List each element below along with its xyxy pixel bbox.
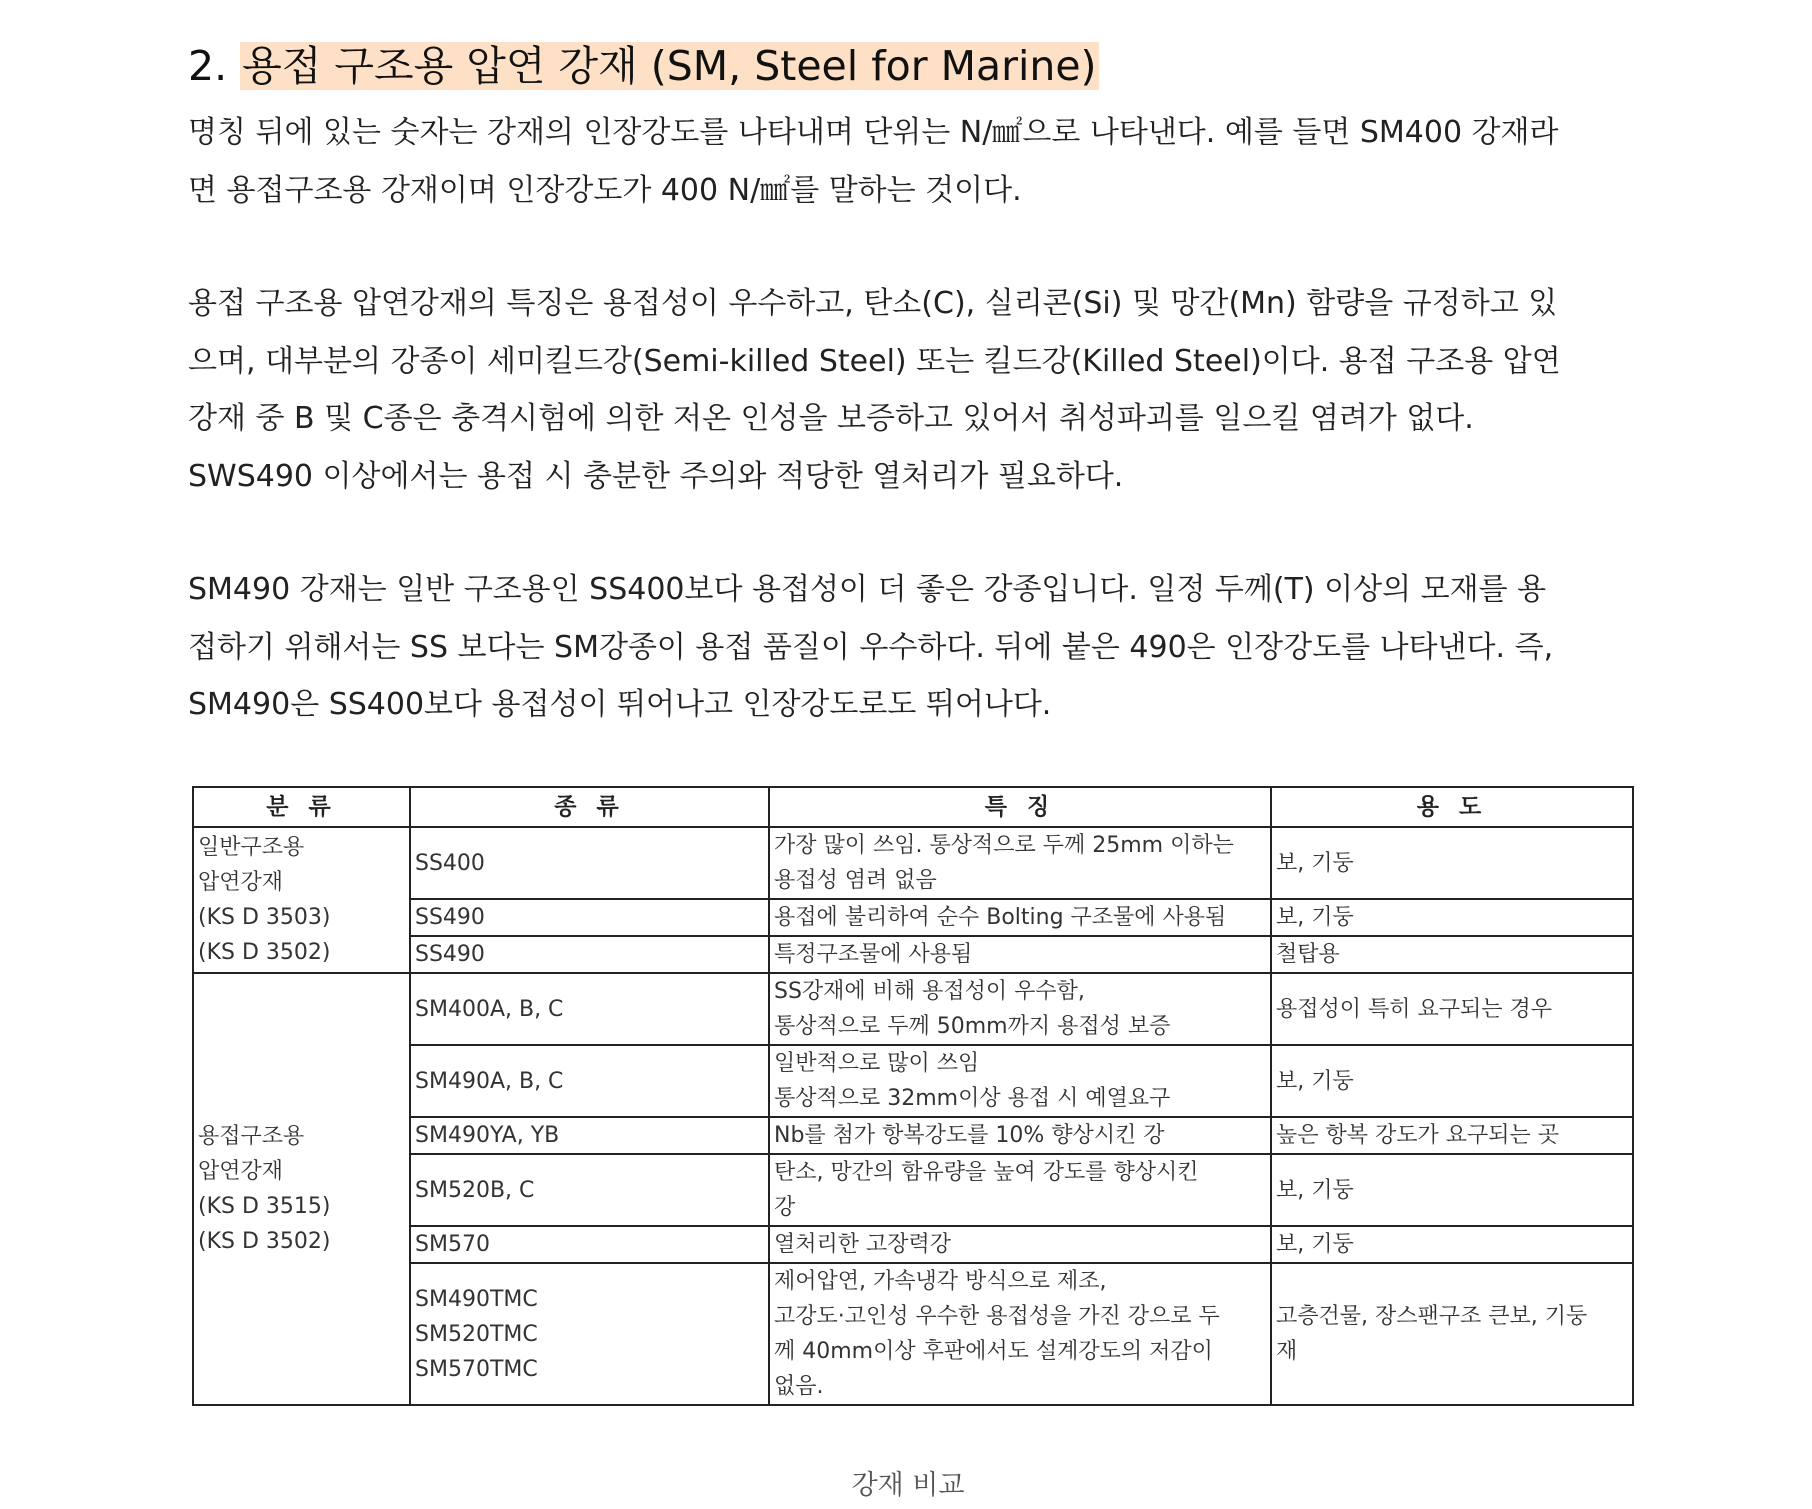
steel-comparison-table [192,786,1634,1406]
cell-line: SS490 [415,905,485,930]
cell-line: 께 40mm이상 후판에서도 설계강도의 저감이 [774,1339,1213,1364]
feature-cell [769,1045,1271,1117]
category-cell [193,827,410,973]
category-line: 일반구조용 [198,835,305,860]
paragraph-line: 접하기 위해서는 SS 보다는 SM강종이 용접 품질이 우수하다. 뒤에 붙은 490은 인장강도를 나타낸다. 즉, [188,629,1554,665]
cell-line: Nb를 첨가 항복강도를 10% 향상시킨 강 [774,1123,1165,1148]
use-cell [1271,1045,1633,1117]
section-heading [188,38,1099,94]
cell-line: 고강도·고인성 우수한 용접성을 가진 강으로 두 [774,1304,1220,1329]
use-cell [1271,827,1633,899]
table-row [193,973,1633,1045]
type-cell [410,936,769,973]
paragraph-line: 강재 중 B 및 C종은 충격시험에 의한 저온 인성을 보증하고 있어서 취성파괴를 일으킬 염려가 없다. [188,401,1474,436]
cell-line: SS490 [415,942,485,967]
category-line: 압연강재 [198,870,284,895]
use-cell [1271,899,1633,936]
type-cell [410,1117,769,1154]
header-category: 분 류 [193,787,410,827]
cell-line: 용접성이 특히 요구되는 경우 [1276,996,1553,1022]
cell-line: SM490YA, YB [415,1123,560,1148]
cell-line: SM570 [415,1232,490,1257]
cell-line: 용접에 불리하여 순수 Bolting 구조물에 사용됨 [774,905,1227,930]
type-cell [410,1154,769,1226]
type-cell [410,1263,769,1405]
feature-cell [769,1263,1271,1405]
cell-line: 강 [774,1195,796,1220]
feature-cell [769,973,1271,1045]
cell-line: 용접성 염려 없음 [774,868,937,893]
header-use: 용 도 [1271,787,1633,827]
section-title: 용접 구조용 압연 강재 (SM, Steel for Marine) [242,42,1097,90]
header-feature: 특 징 [769,787,1271,827]
cell-line: SM490A, B, C [415,1068,564,1094]
category-line: (KS D 3502) [198,940,331,965]
cell-line: 열처리한 고장력강 [774,1232,952,1257]
cell-line: 탄소, 망간의 함유량을 높여 강도를 향상시킨 [774,1160,1199,1185]
paragraph-line: SM490은 SS400보다 용접성이 뛰어나고 인장강도로도 뛰어나다. [188,687,1052,722]
cell-line: 통상적으로 32mm이상 용접 시 예열요구 [774,1086,1171,1111]
paragraph-line: 면 용접구조용 강재이며 인장강도가 400 N/㎟를 말하는 것이다. [188,172,1022,208]
paragraph-line: 용접 구조용 압연강재의 특징은 용접성이 우수하고, 탄소(C), 실리콘(Si) 및 망간(Mn) 함량을 규정하고 있 [188,286,1558,321]
type-cell [410,973,769,1045]
category-line: (KS D 3515) [198,1194,331,1219]
paragraph-line: 으며, 대부분의 강종이 세미킬드강(Semi-killed Steel) 또는 킬드강(Killed Steel)이다. 용접 구조용 압연 [188,343,1561,379]
cell-line: SS400 [415,850,485,876]
category-cell [193,973,410,1405]
table-header-row [193,787,1633,827]
category-line: (KS D 3502) [198,1229,331,1254]
use-cell [1271,936,1633,973]
cell-line: 보, 기둥 [1276,1232,1354,1257]
paragraph-line: SM490 강재는 일반 구조용인 SS400보다 용접성이 더 좋은 강종입니다. 일정 두께(T) 이상의 모재를 용 [188,572,1547,607]
table-row [193,827,1633,899]
cell-line: SM400A, B, C [415,996,564,1022]
type-cell [410,1045,769,1117]
cell-line: 높은 항복 강도가 요구되는 곳 [1276,1123,1559,1148]
feature-cell [769,1154,1271,1226]
cell-line: 통상적으로 두께 50mm까지 용접성 보증 [774,1014,1171,1039]
type-cell [410,1226,769,1263]
paragraph-3 [188,561,1628,734]
cell-line: 철탑용 [1276,942,1340,967]
feature-cell [769,827,1271,899]
cell-line: 없음. [774,1374,824,1399]
feature-cell [769,1226,1271,1263]
cell-line: SM520TMC [415,1321,538,1347]
cell-line: 보, 기둥 [1276,1177,1354,1203]
cell-line: 제어압연, 가속냉각 방식으로 제조, [774,1269,1107,1294]
cell-line: SM520B, C [415,1177,535,1203]
cell-line: 재 [1276,1339,1298,1364]
use-cell [1271,1226,1633,1263]
cell-line: SM490TMC [415,1286,538,1312]
use-cell [1271,1154,1633,1226]
cell-line: 가장 많이 쓰임. 통상적으로 두께 25mm 이하는 [774,833,1234,858]
feature-cell [769,1117,1271,1154]
section-number: 2. [188,42,228,90]
feature-cell [769,936,1271,973]
paragraph-line: SWS490 이상에서는 용접 시 충분한 주의와 적당한 열처리가 필요하다. [188,458,1124,494]
paragraph-2 [188,275,1628,505]
use-cell [1271,1263,1633,1405]
cell-line: 고층건물, 장스팬구조 큰보, 기둥 [1276,1304,1588,1329]
type-cell [410,827,769,899]
header-type: 종 류 [410,787,769,827]
paragraph-1 [188,104,1628,219]
cell-line: SM570TMC [415,1356,538,1382]
category-line: 용접구조용 [198,1124,305,1149]
feature-cell [769,899,1271,936]
category-line: 압연강재 [198,1159,284,1184]
category-line: (KS D 3503) [198,905,331,930]
cell-line: 특정구조물에 사용됨 [774,942,973,967]
paragraph-line: 명칭 뒤에 있는 숫자는 강재의 인장강도를 나타내며 단위는 N/㎟으로 나타낸다. 예를 들면 SM400 강재라 [188,115,1559,150]
cell-line: 일반적으로 많이 쓰임 [774,1051,980,1076]
type-cell [410,899,769,936]
cell-line: 보, 기둥 [1276,850,1354,876]
table-caption: 강재 비교 [851,1470,965,1501]
cell-line: SS강재에 비해 용접성이 우수함, [774,979,1085,1004]
use-cell [1271,1117,1633,1154]
cell-line: 보, 기둥 [1276,1068,1354,1094]
cell-line: 보, 기둥 [1276,905,1354,930]
use-cell [1271,973,1633,1045]
